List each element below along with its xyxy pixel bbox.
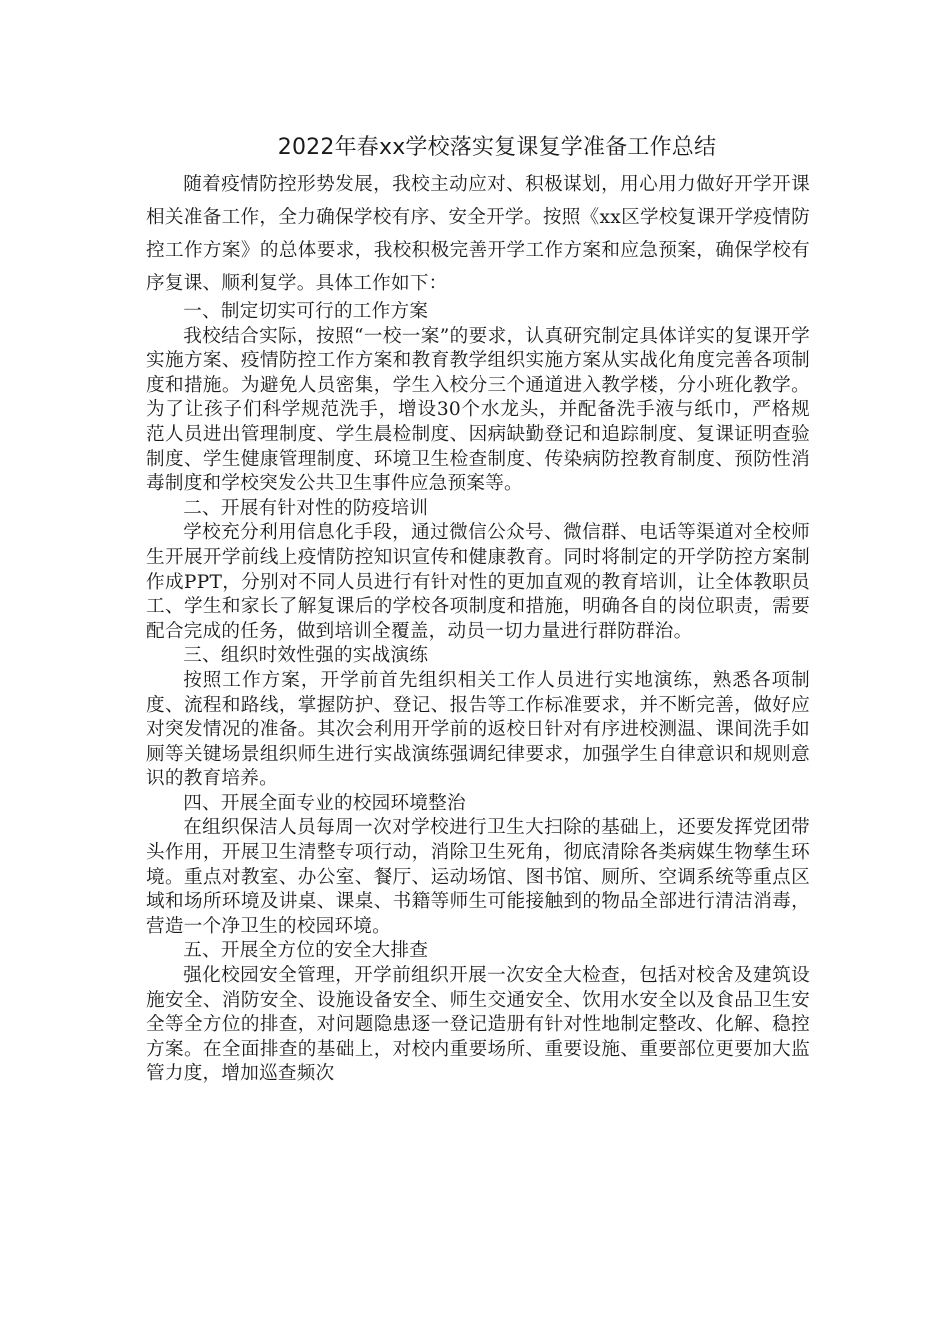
section-heading-4: 四、开展全面专业的校园环境整治	[183, 792, 466, 814]
document-title: 2022年春xx学校落实复课复学准备工作总结	[277, 135, 717, 160]
section-heading-3: 三、组织时效性强的实战演练	[183, 645, 429, 667]
section-body-4: 在组织保洁人员每周一次对学校进行卫生大扫除的基础上，还要发挥党团带头作用，开展卫生清整专项行动，消除卫生死角，彻底清除各类病媒生物孳生环境。重点对教室、办公室、餐厅、运动场馆、图书馆、厕所、空调系统等重点区域和场所环境及讲桌、课桌、书籍等师生可能接触到的物品全部进行清洁消毒，营造一个净卫生的校园环境。	[146, 817, 810, 937]
section-heading-2: 二、开展有针对性的防疫培训	[183, 497, 429, 519]
section-body-2: 学校充分利用信息化手段，通过微信公众号、微信群、电话等渠道对全校师生开展开学前线上疫情防控知识宣传和健康教育。同时将制定的开学防控方案制作成PPT，分别对不同人员进行有针对性的更加直观的教育培训，让全体教职员工、学生和家长了解复课后的学校各项制度和措施，明确各自的岗位职责，需要配合完成的任务，做到培训全覆盖，动员一切力量进行群防群治。	[146, 522, 810, 642]
document-page	[146, 132, 810, 1087]
section-body-5: 强化校园安全管理，开学前组织开展一次安全大检查，包括对校舍及建筑设施安全、消防安全、设施设备安全、师生交通安全、饮用水安全以及食品卫生安全等全方位的排查，对问题隐患逐一登记造册有针对性地制定整改、化解、稳控方案。在全面排查的基础上，对校内重要场所、重要设施、重要部位更要加大监管力度，增加巡查频次	[146, 965, 810, 1085]
section-body-1: 我校结合实际，按照“一校一案”的要求，认真研究制定具体详实的复课开学实施方案、疫情防控工作方案和教育教学组织实施方案从实战化角度完善各项制度和措施。为避免人员密集，学生入校分三个通道进入教学楼，分小班化教学。为了让孩子们科学规范洗手，增设30个水龙头，并配备洗手液与纸巾，严格规范人员进出管理制度、学生晨检制度、因病缺勤登记和追踪制度、复课证明查验制度、学生健康管理制度、环境卫生检查制度、传染病防控教育制度、预防性消毒制度和学校突发公共卫生事件应急预案等。	[146, 325, 810, 495]
section-heading-5: 五、开展全方位的安全大排查	[183, 940, 429, 962]
section-heading-1: 一、制定切实可行的工作方案	[183, 301, 429, 322]
section-body-3: 按照工作方案，开学前首先组织相关工作人员进行实地演练，熟悉各项制度、流程和路线，掌握防护、登记、报告等工作标准要求，并不断完善，做好应对突发情况的准备。其次会利用开学前的返校日针对有序进校测温、课间洗手如厕等关键场景组织师生进行实战演练强调纪律要求，加强学生自律意识和规则意识的教育培养。	[146, 669, 810, 790]
intro-paragraph: 随着疫情防控形势发展，我校主动应对、积极谋划，用心用力做好开学开课相关准备工作，全力确保学校有序、安全开学。按照《xx区学校复课开学疫情防控工作方案》的总体要求，我校积极完善开学工作方案和应急预案，确保学校有序复课、顺利复学。具体工作如下：	[146, 174, 810, 294]
